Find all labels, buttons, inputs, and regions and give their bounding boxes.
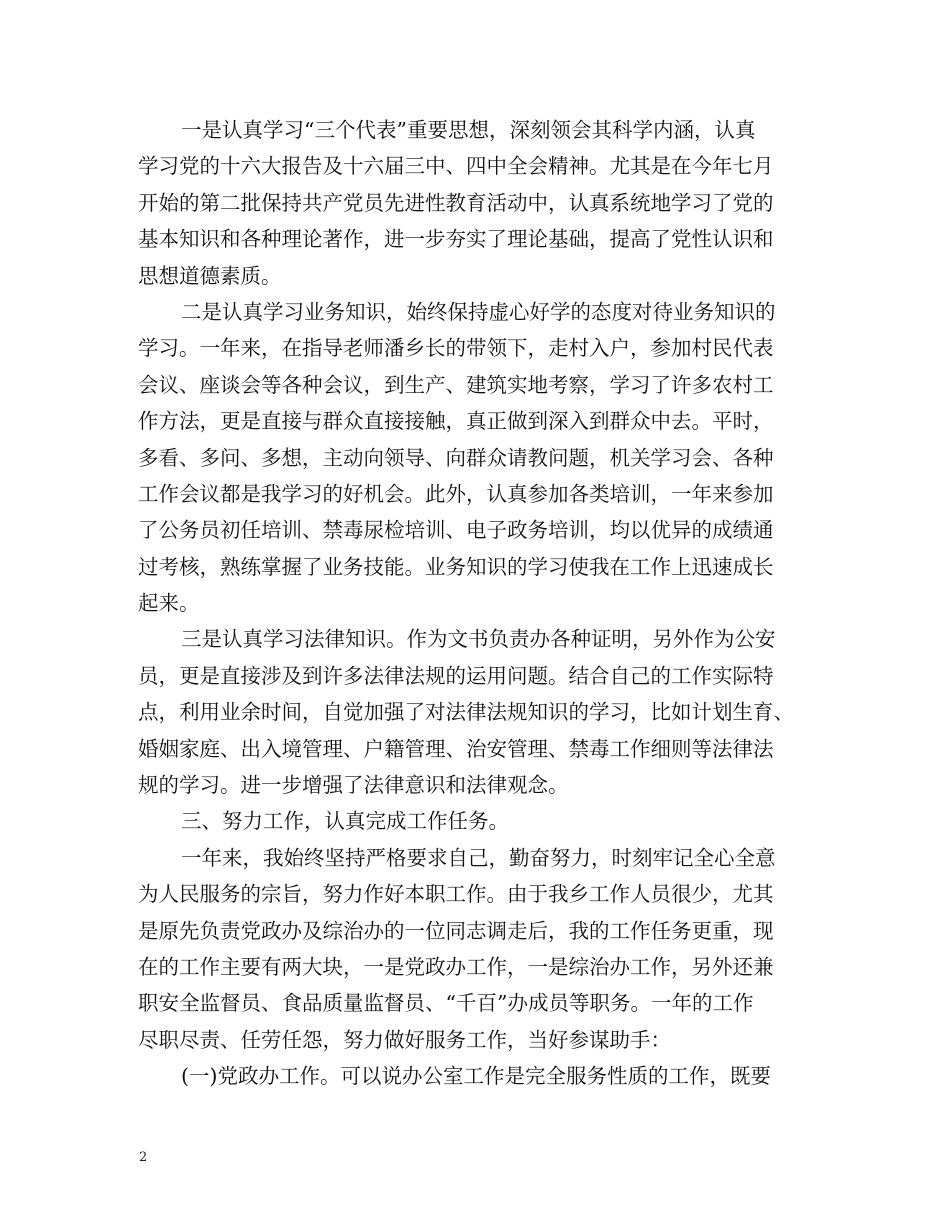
subsection-line: (一)党政办工作。可以说办公室工作是完全服务性质的工作，既要 [181,1064,771,1089]
paragraph-line: 二是认真学习业务知识，始终保持虚心好学的态度对待业务知识的 [181,299,776,324]
paragraph-line: 尽职尽责、任劳任怨，努力做好服务工作，当好参谋助手： [138,1027,671,1052]
paragraph-line: 一是认真学习“三个代表”重要思想，深刻领会其科学内涵，认真 [181,118,756,142]
paragraph-line: 职安全监督员、食品质量监督员、“千百”办成员等职务。一年的工作 [138,991,754,1016]
paragraph-line: 在的工作主要有两大块，一是党政办工作，一是综治办工作，另外还兼 [138,954,774,979]
paragraph-line: 学习党的十六大报告及十六届三中、四中全会精神。尤其是在今年七月 [138,154,774,179]
paragraph-line: 起来。 [138,591,200,616]
paragraph-line: 三是认真学习法律知识。作为文书负责办各种证明，另外作为公安 [181,627,776,652]
document-body [138,112,828,1095]
paragraph-line: 一年来，我始终坚持严格要求自己，勤奋努力，时刻牢记全心全意 [181,845,776,870]
paragraph-line: 开始的第二批保持共产党员先进性教育活动中，认真系统地学习了党的 [138,190,774,215]
paragraph-line: 员，更是直接涉及到许多法律法规的运用问题。结合自己的工作实际特 [138,663,774,688]
paragraph-line: 婚姻家庭、出入境管理、户籍管理、治安管理、禁毒工作细则等法律法 [138,736,774,761]
paragraph-line: 基本知识和各种理论著作，进一步夯实了理论基础，提高了党性认识和 [138,227,774,252]
paragraph-line: 是原先负责党政办及综治办的一位同志调走后，我的工作任务更重，现 [138,918,774,943]
paragraph-line: 作方法，更是直接与群众直接接触，真正做到深入到群众中去。平时， [138,409,774,434]
page-number: 2 [139,1150,148,1165]
paragraph-line: 为人民服务的宗旨，努力作好本职工作。由于我乡工作人员很少，尤其 [138,882,774,907]
paragraph-line: 会议、座谈会等各种会议，到生产、建筑实地考察，学习了许多农村工 [138,372,774,397]
paragraph-line: 思想道德素质。 [138,263,282,288]
paragraph-line: 多看、多问、多想，主动向领导、向群众请教问题，机关学习会、各种 [138,445,774,470]
paragraph-line: 规的学习。进一步增强了法律意识和法律观念。 [138,773,569,798]
section-heading: 三、努力工作，认真完成工作任务。 [181,809,509,834]
paragraph-line: 过考核，熟练掌握了业务技能。业务知识的学习使我在工作上迅速成长 [138,554,774,579]
paragraph-line: 了公务员初任培训、禁毒尿检培训、电子政务培训，均以优异的成绩通 [138,518,774,543]
paragraph-line: 学习。一年来，在指导老师潘乡长的带领下，走村入户，参加村民代表 [138,336,774,361]
paragraph-line: 工作会议都是我学习的好机会。此外，认真参加各类培训，一年来参加 [138,481,774,506]
paragraph-line: 点，利用业余时间，自觉加强了对法律法规知识的学习，比如计划生育、 [138,700,794,725]
